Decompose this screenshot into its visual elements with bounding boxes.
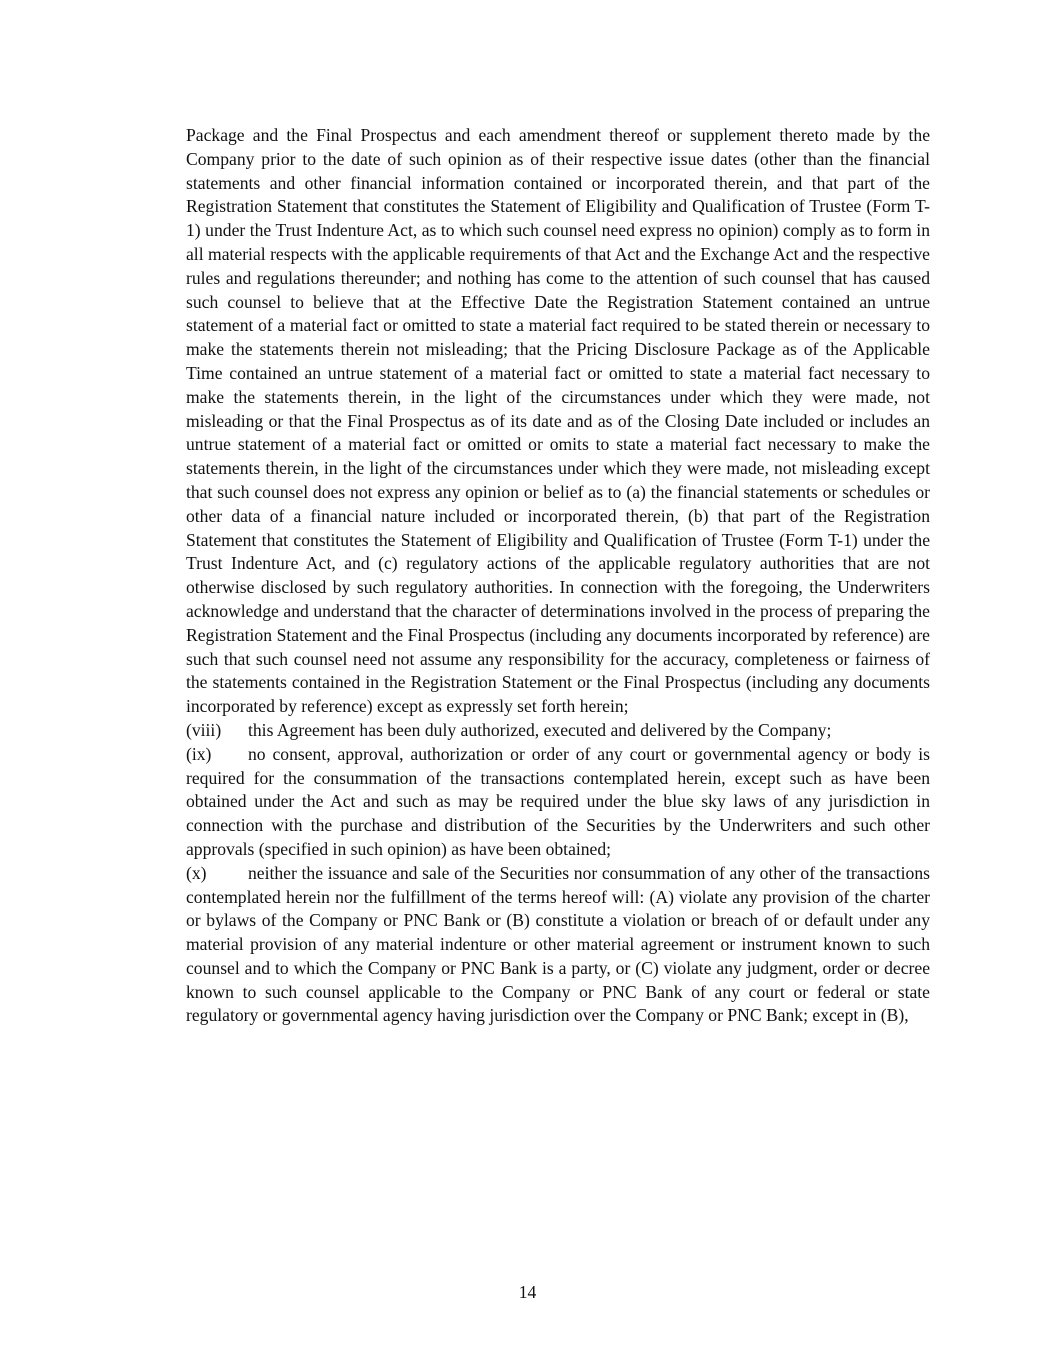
continuation-paragraph: Package and the Final Prospectus and each amendment thereof or supplement thereto made by the Company prior to the date of such opinion as of their respective issue dates (other than the financial statements and other financial information contained or incorporated therein, and that part of the Registration Statement that constitutes the Statement of Eligibility and Qualification of Trustee (Form T-1) under the Trust Indenture Act, as to which such counsel need express no opinion) comply as to form in all material respects with the applicable requirements of that Act and the Exchange Act and the respective rules and regulations thereunder; and nothing has come to the attention of such counsel that has caused such counsel to believe that at the Effective Date the Registration Statement contained an untrue statement of a material fact or omitted to state a material fact required to be stated therein or necessary to make the statements therein not misleading; that the Pricing Disclosure Package as of the Applicable Time contained an untrue statement of a material fact or omitted to state a material fact necessary to make the statements therein, in the light of the circumstances under which they were made, not misleading or that the Final Prospectus as of its date and as of the Closing Date included or includes an untrue statement of a material fact or omitted or omits to state a material fact necessary to make the statements therein, in the light of the circumstances under which they were made, not misleading except that such counsel does not express any opinion or belief as to (a) the financial statements or schedules or other data of a financial nature included or incorporated therein, (b) that part of the Registration Statement that constitutes the Statement of Eligibility and Qualification of Trustee (Form T-1) under the Trust Indenture Act, and (c) regulatory actions of the applicable regulatory authorities that are not otherwise disclosed by such regulatory authorities. In connection with the foregoing, the Underwriters acknowledge and understand that the character of determinations involved in the process of preparing the Registration Statement and the Final Prospectus (including any documents incorporated by reference) are such that such counsel need not assume any responsibility for the accuracy, completeness or fairness of the statements contained in the Registration Statement or the Final Prospectus (including any documents incorporated by reference) except as expressly set forth herein; <box>186 125 930 717</box>
list-item-x <box>186 862 930 1029</box>
item-text: neither the issuance and sale of the Securities nor consummation of any other of the transactions contemplated herein nor the fulfillment of the terms hereof will: (A) violate any provision of the charter or bylaws of the Company or PNC Bank or (B) constitute a violation or breach of or default under any material provision of any material indenture or other material agreement or instrument known to such counsel and to which the Company or PNC Bank is a party, or (C) violate any judgment, order or decree known to such counsel applicable to the Company or PNC Bank of any court or federal or state regulatory or governmental agency having jurisdiction over the Company or PNC Bank; except in (B), <box>186 862 930 1026</box>
item-marker: (x) <box>186 862 207 883</box>
page-number: 14 <box>518 1282 537 1302</box>
item-marker: (ix) <box>186 743 212 764</box>
list-item-ix <box>186 743 930 862</box>
list-item-viii <box>186 719 930 743</box>
item-marker: (viii) <box>186 719 222 740</box>
item-text: no consent, approval, authorization or order of any court or governmental agency or body is required for the consummation of the transactions contemplated herein, except such as have been obtained under the Act and such as may be required under the blue sky laws of any jurisdiction in connection with the purchase and distribution of the Securities by the Underwriters and such other approvals (specified in such opinion) as have been obtained; <box>186 743 930 859</box>
item-text: this Agreement has been duly authorized, executed and delivered by the Company; <box>248 719 832 740</box>
page-body <box>186 124 930 1028</box>
